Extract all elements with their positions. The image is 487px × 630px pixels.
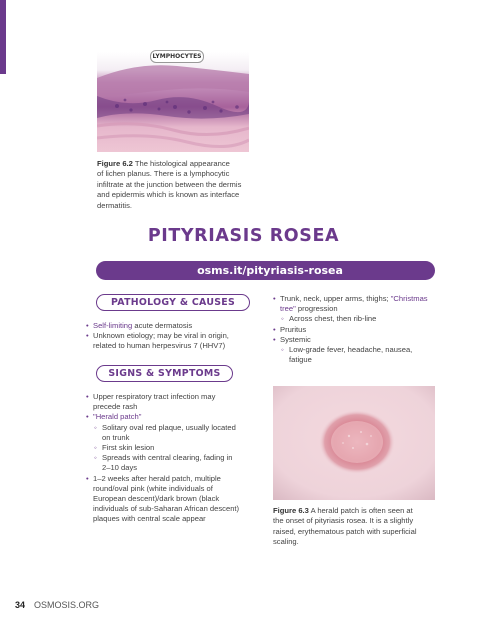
list-item-text: Low-grade fever, headache, nausea, (289, 345, 413, 355)
page-number: 34 (15, 600, 26, 610)
list-item-text: First skin lesion (102, 443, 155, 453)
list-item-text: Pruritus (280, 324, 307, 334)
caption-line: of lichen planus. There is a lymphocytic (97, 169, 230, 179)
page-title: PITYRIASIS ROSEA (147, 226, 340, 246)
list-item (86, 331, 266, 351)
list-item-text: 1–2 weeks after herald patch, multiple (93, 473, 221, 483)
page-footer (15, 600, 99, 610)
caption-label: Figure 6.2 (97, 159, 133, 168)
list-item-text: 2–10 days (102, 463, 138, 473)
self-limiting-highlight: Self-limiting (93, 321, 133, 330)
topic-link[interactable]: osms.it/pityriasis-rosea (197, 264, 343, 277)
list-item (273, 294, 445, 314)
list-item (86, 474, 271, 525)
list-item-text: individuals of sub-Saharan African descent) (93, 504, 240, 514)
signs-symptoms-heading: SIGNS & SYMPTOMS (96, 365, 233, 382)
list-subitem (273, 314, 445, 324)
list-item-text: on trunk (102, 432, 130, 442)
list-subitem (273, 345, 445, 365)
site-name: OSMOSIS.ORG (34, 600, 100, 610)
christmas-tree-highlight: tree" (280, 304, 296, 314)
list-subitem (86, 443, 271, 453)
page-edge-tab (0, 0, 6, 74)
lymphocytes-label: LYMPHOCYTES (150, 50, 204, 63)
caption-line: the onset of pityriasis rosea. It is a slightly (273, 516, 414, 526)
caption-line: and epidermis which is known as interface (97, 190, 240, 200)
caption-label: Figure 6.3 (273, 506, 309, 515)
list-item-text: acute dermatosis (132, 321, 193, 330)
christmas-tree-highlight: "Christmas (390, 294, 428, 303)
histology-image (97, 52, 249, 152)
list-item-text: progression (295, 304, 338, 314)
list-item (273, 325, 445, 335)
list-item-text: precede rash (93, 402, 138, 412)
list-item-text: European descent)/dark brown (black (93, 494, 220, 504)
caption-line: dermatitis. (97, 200, 133, 210)
list-item-text: Upper respiratory tract infection may (93, 392, 216, 401)
list-item-text: round/oval pink (white individuals of (93, 483, 213, 493)
caption-line: raised, erythematous patch with superficial (273, 526, 417, 536)
pathology-list (86, 321, 266, 352)
list-item-text: Across chest, then rib-line (289, 314, 377, 324)
list-item-text: related to human herpesvirus 7 (HHV7) (93, 341, 226, 351)
list-item-text: Spreads with central clearing, fading in (102, 453, 233, 463)
list-item-text: fatigue (289, 355, 312, 365)
figure-6-3-caption (273, 506, 443, 548)
list-item (86, 392, 271, 412)
caption-line: scaling. (273, 537, 299, 547)
list-item-text: Systemic (280, 334, 311, 344)
herald-patch-highlight: "Herald patch" (93, 412, 142, 422)
list-item (86, 321, 266, 331)
list-item-text: Solitary oval red plaque, usually located (102, 422, 236, 432)
list-subitem (86, 423, 271, 443)
caption-line: A herald patch is often seen at (310, 506, 413, 515)
pathology-causes-heading: PATHOLOGY & CAUSES (96, 294, 250, 311)
herald-patch-photo (273, 386, 435, 500)
distribution-list (273, 294, 445, 365)
list-item-text: Unknown etiology; may be viral in origin, (93, 331, 229, 341)
signs-list (86, 392, 271, 525)
figure-6-2-caption (97, 159, 257, 211)
caption-line: The histological appearance (134, 159, 230, 168)
list-item (273, 335, 445, 345)
list-item (86, 412, 271, 422)
list-subitem (86, 453, 271, 473)
list-item-text: plaques with central scale appear (93, 514, 206, 524)
list-item-text: Trunk, neck, upper arms, thighs; (280, 294, 391, 303)
caption-line: infiltrate at the junction between the dermis (97, 179, 242, 189)
